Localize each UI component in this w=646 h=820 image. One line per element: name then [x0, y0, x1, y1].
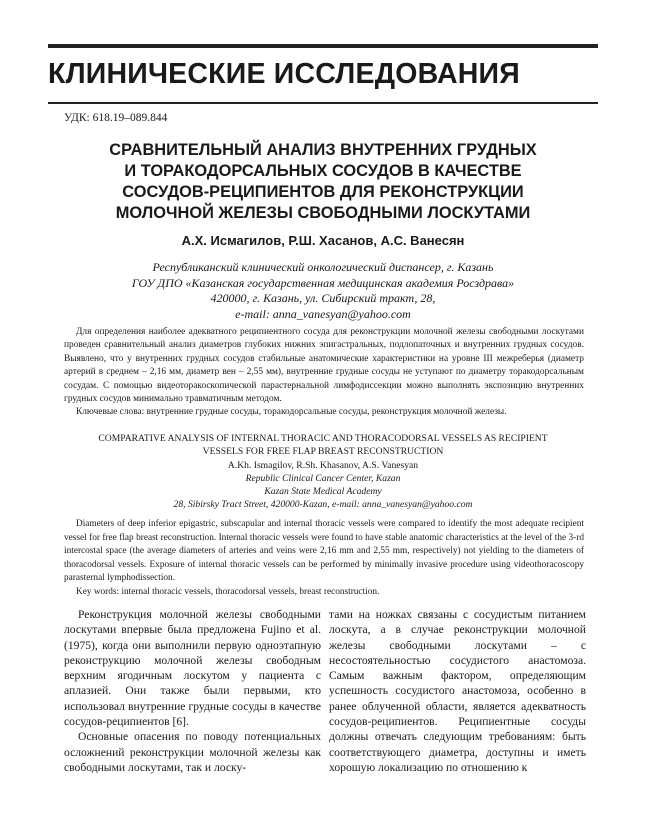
- english-title-line: VESSELS FOR FREE FLAP BREAST RECONSTRUCTION: [202, 446, 444, 458]
- keywords-ru: Ключевые слова: внутренние грудные сосуды, торакодорсальные сосуды, реконструкция молочной железы.: [76, 407, 507, 418]
- abstract-ru-text: Для определения наиболее адекватного реципиентного сосуда для реконструкции молочной железы свободными лоскутами проведен сравнительный анализ диаметров глубоких нижних эпигастральных, подлопаточных и внутренних грудных сосудов. Выявлено, что у внутренних грудных сосудов стабильные анатомические характеристики на уровне III межреберья (диаметр артерий в среднем – 2,16 мм, диаметр вен – 2,55 мм), внутренние грудные сосуды не уступают по диаметру торакодорсальным сосудам. С помощью видеоторакоскопической парастернальной лимфодиссекции можно выполнять экспозицию внутренних грудных сосудов минимально травматичным методом.: [64, 327, 584, 405]
- affiliation: [48, 260, 598, 322]
- section-title: КЛИНИЧЕСКИЕ ИССЛЕДОВАНИЯ: [48, 58, 520, 90]
- body-paragraph: Реконструкция молочной железы свободными лоскутами впервые была предложена Fujino et al. (1975), когда они выполнили первую одноэтапную реконструкцию молочной железы свободным верхним ягодичным лоскутом у пациента с аплазией. Они также были первыми, кто использовал внутренние грудные сосуды в качестве сосудов-реципиентов [6].: [64, 608, 321, 729]
- affiliation-email: e-mail: anna_vanesyan@yahoo.com: [235, 306, 411, 321]
- abstract-russian: [64, 326, 584, 420]
- body-column-right: [329, 607, 586, 775]
- udk-code: УДК: 618.19–089.844: [64, 112, 168, 124]
- body-paragraph: тами на ножках связаны с сосудистым питанием лоскута, а в случае реконструкции молочной железы свободными лоскутами – с несостоятельностью сосудистого анастомоза. Самым важным фактором, определяющим успешность сосудистого анастомоза, особенно в ранее облученной области, является адекватность сосудов-реципиентов. Реципиентные сосуды должны отвечать следующим требованиям: быть соответствующего диаметра, доступны и иметь хорошую локализацию по отношению к: [329, 608, 586, 774]
- article-title: [48, 140, 598, 224]
- body-paragraph: Основные опасения по поводу потенциальных осложнений реконструкции молочной железы как свободными лоскутами, так и лоску-: [64, 730, 321, 774]
- article-title-line: СРАВНИТЕЛЬНЫЙ АНАЛИЗ ВНУТРЕННИХ ГРУДНЫХ: [109, 141, 537, 159]
- affiliation-line: 420000, г. Казань, ул. Сибирский тракт, 28,: [210, 291, 436, 305]
- affiliation-line: Республиканский клинический онкологический диспансер, г. Казань: [152, 260, 494, 274]
- article-title-line: И ТОРАКОДОРСАЛЬНЫХ СОСУДОВ В КАЧЕСТВЕ: [124, 162, 522, 180]
- body-column-left: [64, 607, 321, 775]
- english-affiliation-line: Republic Clinical Cancer Center, Kazan: [245, 472, 401, 484]
- abstract-english: [64, 518, 584, 600]
- article-title-line: МОЛОЧНОЙ ЖЕЛЕЗЫ СВОБОДНЫМИ ЛОСКУТАМИ: [115, 204, 531, 222]
- english-title-line: COMPARATIVE ANALYSIS OF INTERNAL THORACIC AND THORACODORSAL VESSELS AS RECIPIENT: [98, 433, 548, 444]
- english-affiliation-line: Kazan State Medical Academy: [264, 486, 382, 498]
- header-top-rule: [48, 44, 598, 48]
- abstract-en-text: Diameters of deep inferior epigastric, subscapular and internal thoracic vessels were compared to identify the most adequate recipient vessel for free flap breast reconstruction. Internal thoracic vessels were found to have stable anatomic characteristics at the level of the 3-rd intercostal space (the average diameters of arteries and veins were 2,16 mm and 2,55 mm, respectively) not yielding to the diameters of thoracodorsal vessels. Exposure of internal thoracic vessels can be performed by minimally invasive procedure using videothoracoscopy parasternal lymphodissection.: [64, 519, 584, 584]
- english-affiliation-line: 28, Sibirsky Tract Street, 420000-Kazan, e-mail: anna_vanesyan@yahoo.com: [173, 499, 473, 511]
- header-bottom-rule: [48, 102, 598, 104]
- affiliation-line: ГОУ ДПО «Казанская государственная медицинская академия Росздрава»: [131, 275, 515, 290]
- english-authors: A.Kh. Ismagilov, R.Sh. Khasanov, A.S. Vanesyan: [227, 459, 419, 471]
- authors: А.Х. Исмагилов, Р.Ш. Хасанов, А.С. Ванесян: [181, 233, 465, 248]
- keywords-en: Key words: internal thoracic vessels, thoracodorsal vessels, breast reconstruction.: [76, 586, 380, 597]
- english-header: [48, 432, 598, 512]
- article-title-line: СОСУДОВ-РЕЦИПИЕНТОВ ДЛЯ РЕКОНСТРУКЦИИ: [122, 183, 524, 201]
